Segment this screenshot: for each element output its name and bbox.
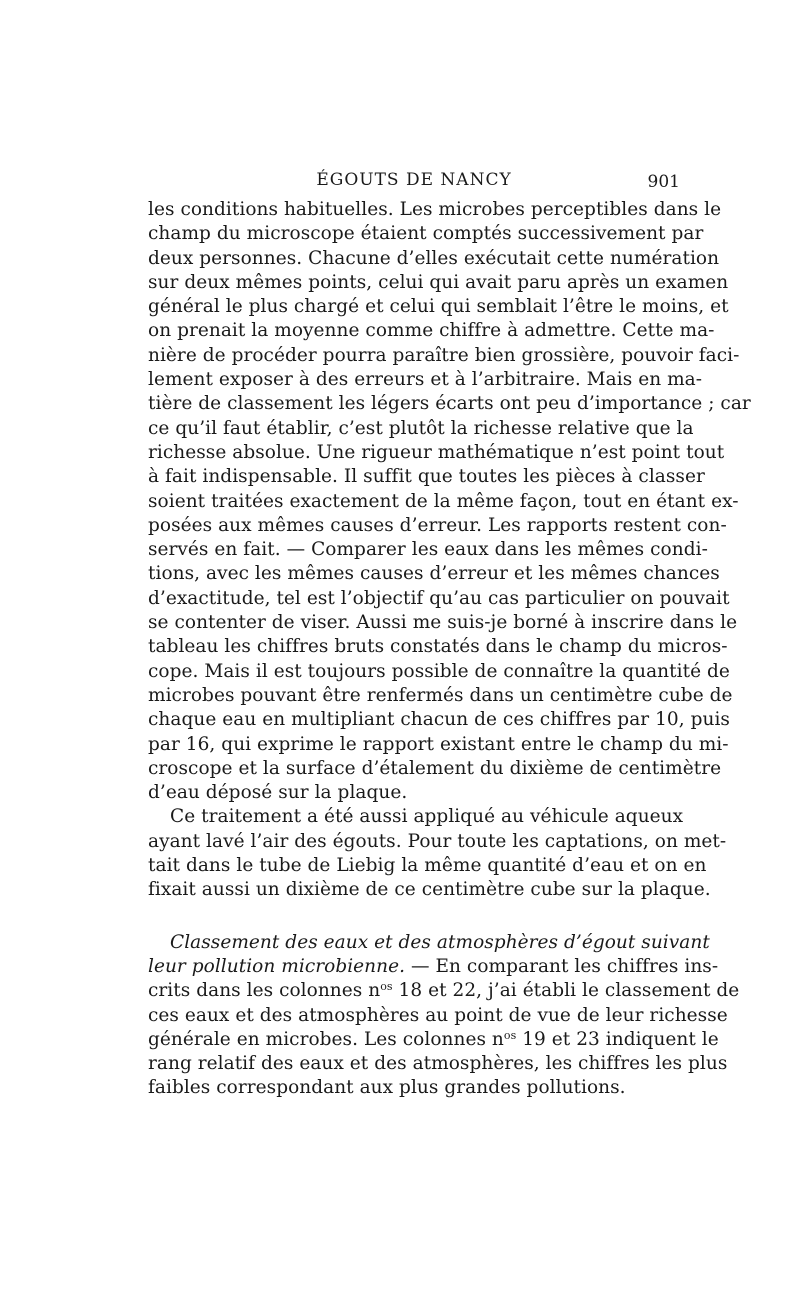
text-span: 19 et 23 indiquent le xyxy=(516,1028,719,1050)
text-span: générale en microbes. Les colonnes n xyxy=(148,1028,504,1050)
text-line: ce qu’il faut établir, c’est plutôt la richesse relative que la xyxy=(148,417,694,439)
text-line: les conditions habituelles. Les microbes perceptibles dans le xyxy=(148,199,722,220)
paragraph-2 xyxy=(148,805,727,902)
running-title: ÉGOUTS DE NANCY xyxy=(316,170,512,190)
text-line: fixait aussi un dixième de ce centimètre cube sur la plaque. xyxy=(148,879,711,901)
paragraph-3 xyxy=(148,931,740,1101)
text-line xyxy=(148,955,719,979)
text-line: ces eaux et des atmosphères au point de vue de leur richesse xyxy=(148,1004,728,1026)
page-body xyxy=(148,198,751,1101)
text-line xyxy=(148,979,740,1003)
text-line: d’eau déposé sur la plaque. xyxy=(148,782,408,804)
text-line: on prenait la moyenne comme chiffre à admettre. Cette ma- xyxy=(148,320,715,342)
page-header xyxy=(148,170,680,194)
text-span: 18 et 22, j’ai établi le classement de xyxy=(392,980,740,1002)
text-line: soient traitées exactement de la même façon, tout en étant ex- xyxy=(148,490,739,512)
text-line: Classement des eaux et des atmosphères d’égout suivant xyxy=(170,931,710,953)
text-line: tableau les chiffres bruts constatés dans le champ du micros- xyxy=(148,636,728,658)
text-line: tière de classement les légers écarts ont peu d’importance ; car xyxy=(148,393,751,415)
text-span: — En comparant les chiffres ins- xyxy=(405,955,719,977)
paragraph-1 xyxy=(148,198,751,805)
page-number: 901 xyxy=(647,172,680,192)
text-line: sur deux mêmes points, celui qui avait paru après un examen xyxy=(148,271,729,293)
superscript: os xyxy=(503,1028,517,1042)
text-line: champ du microscope étaient comptés successivement par xyxy=(148,223,704,245)
italic-heading: leur pollution microbienne. xyxy=(148,955,406,977)
text-line: posées aux mêmes causes d’erreur. Les rapports restent con- xyxy=(148,514,727,536)
text-line: microbes pouvant être renfermés dans un centimètre cube de xyxy=(148,684,733,706)
text-line: faibles correspondant aux plus grandes pollutions. xyxy=(148,1077,626,1099)
text-line: tait dans le tube de Liebig la même quantité d’eau et on en xyxy=(148,855,707,877)
text-line: par 16, qui exprime le rapport existant entre le champ du mi- xyxy=(148,733,729,755)
text-line: richesse absolue. Une rigueur mathématique n’est point tout xyxy=(148,441,725,463)
text-line: lement exposer à des erreurs et à l’arbitraire. Mais en ma- xyxy=(148,369,703,391)
paragraph-spacer xyxy=(148,903,680,931)
text-line: tions, avec les mêmes causes d’erreur et les mêmes chances xyxy=(148,563,720,585)
text-line: ayant lavé l’air des égouts. Pour toute les captations, on met- xyxy=(148,830,727,852)
text-line xyxy=(148,1028,719,1052)
text-line: croscope et la surface d’étalement du dixième de centimètre xyxy=(148,757,722,779)
text-line: cope. Mais il est toujours possible de connaître la quantité de xyxy=(148,660,730,682)
text-line: deux personnes. Chacune d’elles exécutait cette numération xyxy=(148,247,720,269)
text-line: se contenter de viser. Aussi me suis-je borné à inscrire dans le xyxy=(148,612,738,634)
text-line: servés en fait. — Comparer les eaux dans les mêmes condi- xyxy=(148,539,708,561)
text-line: nière de procéder pourra paraître bien grossière, pouvoir faci- xyxy=(148,344,740,366)
text-line: Ce traitement a été aussi appliqué au véhicule aqueux xyxy=(170,806,684,828)
text-line: d’exactitude, tel est l’objectif qu’au cas particulier on pouvait xyxy=(148,587,730,609)
text-line: rang relatif des eaux et des atmosphères, les chiffres les plus xyxy=(148,1053,728,1075)
text-line: général le plus chargé et celui qui semblait l’être le moins, et xyxy=(148,296,729,318)
text-span: crits dans les colonnes n xyxy=(148,980,381,1002)
superscript: os xyxy=(380,980,393,994)
text-line: chaque eau en multipliant chacun de ces chiffres par 10, puis xyxy=(148,709,730,731)
text-line: à fait indispensable. Il suffit que toutes les pièces à classer xyxy=(148,466,705,488)
